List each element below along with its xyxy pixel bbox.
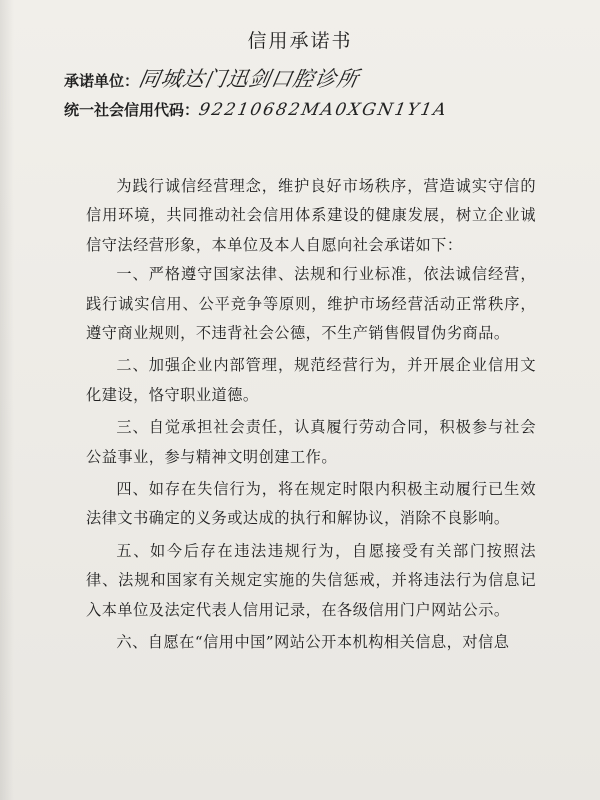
page-edge-shadow	[0, 0, 14, 800]
commitment-item-6: 六、自愿在“信用中国”网站公开本机构相关信息，对信息	[116, 633, 510, 652]
commitment-item-2: 二、加强企业内部管理，规范经营行为，并开展企业信用文化建设，恪守职业道德。	[86, 356, 536, 404]
commitment-body	[86, 172, 536, 661]
document-title: 信用承诺书	[247, 30, 353, 52]
intro-paragraph: 为践行诚信经营理念，维护良好市场秩序，营造诚实守信的信用环境，共同推动社会信用体系建设的健康发展，树立企业诚信守法经营形象，本单位及本人自愿向社会承诺如下：	[86, 177, 536, 254]
credit-code-handwritten-value: 92210682MA0XGN1Y1A	[197, 100, 450, 120]
credit-code-field	[64, 99, 448, 120]
commitment-item-3: 三、自觉承担社会责任，认真履行劳动合同，积极参与社会公益事业，参与精神文明创建工作。	[86, 418, 536, 466]
commitment-item-5: 五、如今后存在违法违规行为，自愿接受有关部门按照法律、法规和国家有关规定实施的失信惩戒，并将违法行为信息记入本单位及法定代表人信用记录，在各级信用门户网站公示。	[86, 541, 536, 619]
commitment-item-1: 一、严格遵守国家法律、法规和行业标准，依法诚信经营，践行诚实信用、公平竞争等原则，维护市场经营活动正常秩序，遵守商业规则，不违背社会公德，不生产销售假冒伪劣商品。	[86, 265, 536, 343]
unit-label: 承诺单位：	[64, 72, 140, 90]
commitment-item-4: 四、如存在失信行为，将在规定时限内积极主动履行已生效法律文书确定的义务或达成的执行和解协议，消除不良影响。	[86, 480, 536, 528]
unit-handwritten-value: 同城达门迅剑口腔诊所	[136, 67, 361, 91]
credit-code-label: 统一社会信用代码：	[64, 101, 200, 119]
unit-field	[64, 63, 359, 93]
